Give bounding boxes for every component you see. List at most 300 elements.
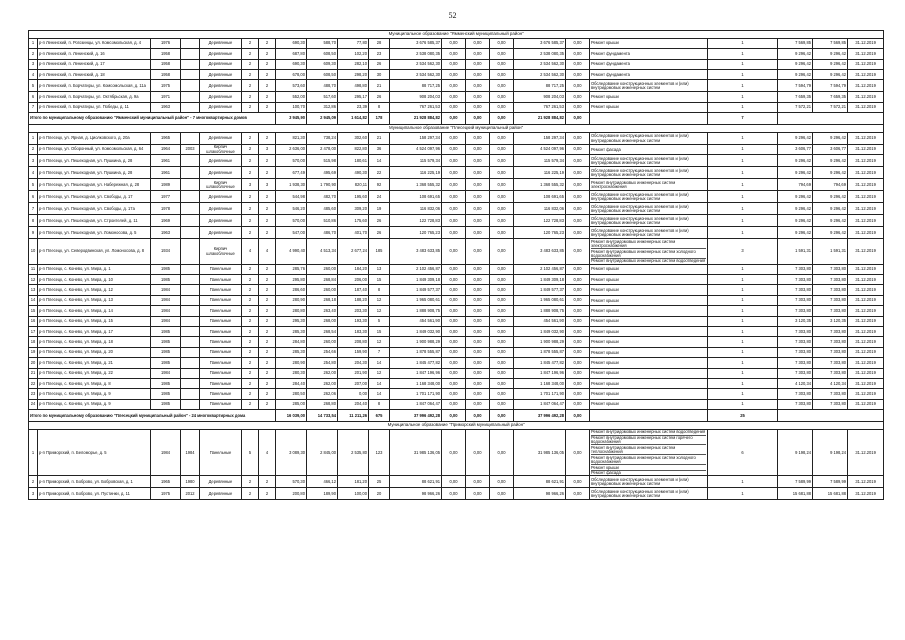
cell-works-count: 1 bbox=[708, 203, 778, 215]
total-cost-budget-mun: 0,00 bbox=[490, 410, 514, 422]
work-item: Ремонт крыши bbox=[591, 287, 619, 293]
cell-cost-total: 31 985 136,05 bbox=[390, 429, 442, 475]
cell-no: 3 bbox=[29, 488, 38, 500]
cell-cost-owners: 122 728,83 bbox=[514, 215, 566, 227]
cell-area-res: 312,86 bbox=[307, 102, 338, 112]
cell-year-built: 1934 bbox=[151, 239, 181, 264]
cell-area-res: 268,54 bbox=[307, 327, 338, 337]
work-item: Ремонт внутридомовых инженерных систем холодного водоснабжения bbox=[591, 454, 706, 464]
cell-deadline: 31.12.2019 bbox=[848, 155, 884, 167]
cell-year-built: 1965 bbox=[151, 132, 181, 144]
cell-residents: 26 bbox=[369, 227, 390, 239]
cell-cost-fund: 0,00 bbox=[442, 368, 466, 378]
cell-wall: Деревянные bbox=[200, 476, 242, 488]
cell-no: 19 bbox=[29, 347, 38, 357]
cell-works-count: 1 bbox=[708, 476, 778, 488]
cell-works bbox=[590, 102, 708, 112]
cell-works bbox=[590, 69, 708, 79]
cell-wall: Панельные bbox=[200, 337, 242, 347]
cell-works-count: 3 bbox=[708, 239, 778, 264]
cell-unit-limit: 7 303,80 bbox=[813, 389, 848, 399]
cell-cost-total: 1 965 080,61 bbox=[390, 295, 442, 305]
cell-residents: 36 bbox=[369, 144, 390, 154]
cell-year-overhaul bbox=[181, 227, 200, 239]
table-row bbox=[29, 49, 884, 59]
cell-residents: 26 bbox=[369, 59, 390, 69]
cell-works bbox=[590, 379, 708, 389]
cell-cost-fund: 0,00 bbox=[442, 488, 466, 500]
work-item: Ремонт крыши bbox=[591, 40, 619, 46]
cell-year-overhaul bbox=[181, 275, 200, 285]
cell-unit-limit: 7 659,35 bbox=[813, 92, 848, 102]
cell-floors: 2 bbox=[242, 275, 259, 285]
cell-residents: 15 bbox=[369, 327, 390, 337]
total-cost-other: 0,00 bbox=[566, 113, 590, 125]
cell-cost-budget-mun: 0,00 bbox=[490, 179, 514, 191]
cell-cost-budget-subj: 0,00 bbox=[466, 337, 490, 347]
cell-cost-total: 2 538 080,35 bbox=[390, 49, 442, 59]
cell-deadline: 31.12.2019 bbox=[848, 227, 884, 239]
cell-cost-owners: 454 561,90 bbox=[514, 316, 566, 326]
cell-cost-budget-mun: 0,00 bbox=[490, 285, 514, 295]
cell-works-count: 1 bbox=[708, 327, 778, 337]
cell-entrances: 2 bbox=[259, 155, 276, 167]
cell-works-count: 6 bbox=[708, 429, 778, 475]
cell-unit-cost: 3 120,35 bbox=[778, 316, 813, 326]
work-item: Ремонт внутридомовых инженерных систем водоотведения bbox=[591, 258, 706, 264]
cell-cost-budget-mun: 0,00 bbox=[490, 337, 514, 347]
cell-area-total: 280,80 bbox=[276, 306, 307, 316]
cell-area-res: 515,98 bbox=[307, 155, 338, 167]
cell-unit-limit: 9 198,24 bbox=[813, 429, 848, 475]
cell-works-count: 1 bbox=[708, 227, 778, 239]
work-item: Ремонт внутридомовых инженерных систем водоотведения bbox=[591, 429, 706, 435]
cell-area-res: 510,86 bbox=[307, 215, 338, 227]
total-residents: 675 bbox=[369, 410, 390, 422]
cell-no: 21 bbox=[29, 368, 38, 378]
cell-year-overhaul bbox=[181, 80, 200, 92]
cell-year-overhaul bbox=[181, 399, 200, 409]
cell-no: 1 bbox=[29, 132, 38, 144]
cell-cost-owners: 2 534 562,30 bbox=[514, 69, 566, 79]
cell-cost-total: 3 483 633,85 bbox=[390, 239, 442, 264]
cell-unit-cost: 7 303,80 bbox=[778, 327, 813, 337]
cell-area-total: 1 938,30 bbox=[276, 179, 307, 191]
cell-cost-total: 2 534 562,30 bbox=[390, 59, 442, 69]
cell-works bbox=[590, 476, 708, 488]
cell-area-own: 490,30 bbox=[338, 167, 369, 179]
cell-works bbox=[590, 327, 708, 337]
table-row bbox=[29, 38, 884, 48]
cell-cost-other: 0,00 bbox=[566, 191, 590, 203]
cell-entrances: 2 bbox=[259, 379, 276, 389]
cell-address: р-п Плесецк, ул. Пешеходная, ул. Свободы, д. 17 bbox=[38, 191, 151, 203]
total-cost-budget-subj: 0,00 bbox=[466, 113, 490, 125]
total-empty bbox=[778, 113, 884, 125]
cell-cost-budget-mun: 0,00 bbox=[490, 69, 514, 79]
cell-cost-owners: 98 966,26 bbox=[514, 488, 566, 500]
cell-entrances: 2 bbox=[259, 316, 276, 326]
cell-residents: 12 bbox=[369, 306, 390, 316]
cell-works-count: 1 bbox=[708, 488, 778, 500]
cell-address: р-п Плесецк, с. Конево, ул. Мира, д. 14 bbox=[38, 306, 151, 316]
cell-works bbox=[590, 429, 708, 475]
cell-entrances: 4 bbox=[259, 239, 276, 264]
cell-cost-owners: 4 524 097,96 bbox=[514, 144, 566, 154]
cell-cost-total: 1 845 477,82 bbox=[390, 358, 442, 368]
cell-cost-total: 1 847 196,96 bbox=[390, 368, 442, 378]
section-total-row bbox=[29, 410, 884, 422]
cell-unit-cost: 7 303,80 bbox=[778, 337, 813, 347]
cell-cost-fund: 0,00 bbox=[442, 379, 466, 389]
table-row bbox=[29, 144, 884, 154]
cell-address: р-п Ленинский, п. Ленинский, д. 16 bbox=[38, 49, 151, 59]
cell-address: р-п Плесецк, ул. Пешеходная, ул. Строителей, д. 11 bbox=[38, 215, 151, 227]
cell-residents: 12 bbox=[369, 337, 390, 347]
cell-entrances: 4 bbox=[259, 429, 276, 475]
cell-cost-other: 0,00 bbox=[566, 275, 590, 285]
cell-cost-other: 0,00 bbox=[566, 327, 590, 337]
total-cost-total: 21 928 884,82 bbox=[390, 113, 442, 125]
cell-floors: 2 bbox=[242, 295, 259, 305]
cell-area-own: 302,60 bbox=[338, 132, 369, 144]
cell-floors: 2 bbox=[242, 38, 259, 48]
cell-year-overhaul bbox=[181, 203, 200, 215]
cell-entrances: 2 bbox=[259, 38, 276, 48]
cell-cost-budget-mun: 0,00 bbox=[490, 379, 514, 389]
work-item: Обследование конструкционных элементов и (или) внутридомовых инженерных систем bbox=[591, 488, 689, 499]
cell-residents: 14 bbox=[369, 358, 390, 368]
cell-works-count: 1 bbox=[708, 49, 778, 59]
cell-cost-total: 88 621,91 bbox=[390, 476, 442, 488]
cell-wall: Панельные bbox=[200, 429, 242, 475]
cell-cost-other: 0,00 bbox=[566, 102, 590, 112]
work-item: Обследование конструкционных элементов и (или) внутридомовых инженерных систем bbox=[591, 167, 689, 177]
cell-deadline: 31.12.2019 bbox=[848, 179, 884, 191]
cell-deadline: 31.12.2019 bbox=[848, 80, 884, 92]
cell-area-res: 608,50 bbox=[307, 49, 338, 59]
table-row bbox=[29, 102, 884, 112]
work-item: Ремонт крыши bbox=[591, 276, 619, 282]
cell-area-total: 690,30 bbox=[276, 59, 307, 69]
cell-year-built: 1969 bbox=[151, 215, 181, 227]
cell-wall: Деревянные bbox=[200, 132, 242, 144]
cell-cost-budget-subj: 0,00 bbox=[466, 167, 490, 179]
cell-address: р-п Плесецк, с. Конево, ул. Мира, д. 22 bbox=[38, 368, 151, 378]
cell-works bbox=[590, 316, 708, 326]
cell-floors: 2 bbox=[242, 144, 259, 154]
cell-cost-budget-subj: 0,00 bbox=[466, 316, 490, 326]
cell-unit-cost: 9 296,42 bbox=[778, 215, 813, 227]
cell-unit-limit: 7 303,80 bbox=[813, 264, 848, 274]
cell-works bbox=[590, 191, 708, 203]
total-cost-fund: 0,00 bbox=[442, 410, 466, 422]
overhaul-program-table bbox=[28, 30, 884, 500]
cell-area-own: 2 677,24 bbox=[338, 239, 369, 264]
cell-deadline: 31.12.2019 bbox=[848, 488, 884, 500]
cell-no: 14 bbox=[29, 295, 38, 305]
cell-year-overhaul bbox=[181, 285, 200, 295]
cell-area-own: 309,20 bbox=[338, 203, 369, 215]
cell-area-own: 295,17 bbox=[338, 92, 369, 102]
cell-wall: Панельные bbox=[200, 347, 242, 357]
cell-wall: Панельные bbox=[200, 275, 242, 285]
cell-unit-limit: 7 594,79 bbox=[813, 80, 848, 92]
cell-cost-budget-mun: 0,00 bbox=[490, 215, 514, 227]
cell-unit-cost: 794,69 bbox=[778, 179, 813, 191]
cell-works bbox=[590, 144, 708, 154]
cell-year-overhaul bbox=[181, 295, 200, 305]
cell-cost-other: 0,00 bbox=[566, 358, 590, 368]
cell-year-overhaul bbox=[181, 38, 200, 48]
cell-unit-limit: 3 606,77 bbox=[813, 144, 848, 154]
cell-cost-owners: 120 765,23 bbox=[514, 227, 566, 239]
total-area-own: 1 614,82 bbox=[338, 113, 369, 125]
cell-no: 3 bbox=[29, 155, 38, 167]
cell-cost-owners: 908 204,03 bbox=[514, 92, 566, 102]
cell-area-res: 268,84 bbox=[307, 275, 338, 285]
cell-works-count: 1 bbox=[708, 316, 778, 326]
cell-area-own: 175,60 bbox=[338, 215, 369, 227]
table-row bbox=[29, 69, 884, 79]
cell-unit-cost: 7 659,35 bbox=[778, 92, 813, 102]
cell-cost-fund: 0,00 bbox=[442, 203, 466, 215]
cell-cost-fund: 0,00 bbox=[442, 337, 466, 347]
cell-cost-budget-subj: 0,00 bbox=[466, 347, 490, 357]
cell-unit-cost: 3 606,77 bbox=[778, 144, 813, 154]
cell-cost-budget-mun: 0,00 bbox=[490, 80, 514, 92]
cell-deadline: 31.12.2019 bbox=[848, 337, 884, 347]
cell-cost-total: 1 701 171,90 bbox=[390, 389, 442, 399]
cell-address: р-п Ленинский, п. Рогозинцы, ул. Комсомольская, д. 4 bbox=[38, 38, 151, 48]
cell-year-overhaul bbox=[181, 191, 200, 203]
cell-year-built: 1985 bbox=[151, 379, 181, 389]
cell-year-overhaul bbox=[181, 368, 200, 378]
cell-cost-other: 0,00 bbox=[566, 337, 590, 347]
cell-wall: Деревянные bbox=[200, 69, 242, 79]
cell-unit-limit: 9 296,42 bbox=[813, 69, 848, 79]
cell-year-overhaul bbox=[181, 215, 200, 227]
cell-works-count: 1 bbox=[708, 285, 778, 295]
cell-unit-cost: 7 303,80 bbox=[778, 399, 813, 409]
cell-cost-fund: 0,00 bbox=[442, 347, 466, 357]
cell-cost-fund: 0,00 bbox=[442, 327, 466, 337]
cell-wall: Деревянные bbox=[200, 102, 242, 112]
cell-deadline: 31.12.2019 bbox=[848, 285, 884, 295]
cell-cost-owners: 88 621,91 bbox=[514, 476, 566, 488]
table-row bbox=[29, 203, 884, 215]
cell-cost-owners: 1 701 171,90 bbox=[514, 389, 566, 399]
cell-cost-other: 0,00 bbox=[566, 132, 590, 144]
cell-entrances: 2 bbox=[259, 358, 276, 368]
cell-entrances: 2 bbox=[259, 215, 276, 227]
cell-wall: Панельные bbox=[200, 306, 242, 316]
cell-year-overhaul: 1980 bbox=[181, 476, 200, 488]
cell-floors: 2 bbox=[242, 389, 259, 399]
cell-year-built: 1984 bbox=[151, 295, 181, 305]
cell-cost-other: 0,00 bbox=[566, 215, 590, 227]
cell-area-res: 466,12 bbox=[307, 476, 338, 488]
cell-wall: Деревянные bbox=[200, 227, 242, 239]
cell-cost-owners: 1 900 988,29 bbox=[514, 337, 566, 347]
cell-no: 4 bbox=[29, 167, 38, 179]
cell-year-built: 1985 bbox=[151, 327, 181, 337]
cell-deadline: 31.12.2019 bbox=[848, 389, 884, 399]
cell-cost-fund: 0,00 bbox=[442, 49, 466, 59]
cell-area-total: 285,76 bbox=[276, 264, 307, 274]
cell-works bbox=[590, 203, 708, 215]
cell-unit-cost: 9 296,42 bbox=[778, 191, 813, 203]
cell-no: 24 bbox=[29, 399, 38, 409]
cell-entrances: 2 bbox=[259, 49, 276, 59]
cell-address: р-п Плесецк, с. Конево, ул. Мира, д. 8 bbox=[38, 379, 151, 389]
cell-area-total: 821,30 bbox=[276, 132, 307, 144]
cell-cost-fund: 0,00 bbox=[442, 132, 466, 144]
page-number: 52 bbox=[448, 11, 457, 20]
cell-year-overhaul bbox=[181, 327, 200, 337]
cell-unit-limit: 9 296,42 bbox=[813, 203, 848, 215]
cell-area-own: 204,40 bbox=[338, 399, 369, 409]
cell-cost-other: 0,00 bbox=[566, 306, 590, 316]
cell-cost-budget-mun: 0,00 bbox=[490, 203, 514, 215]
cell-address: р-п Плесецк, ул. Северодвинская, ул. Ломоносова, д. 8 bbox=[38, 239, 151, 264]
cell-area-total: 3 089,30 bbox=[276, 429, 307, 475]
table-row bbox=[29, 316, 884, 326]
cell-cost-budget-subj: 0,00 bbox=[466, 476, 490, 488]
total-area-total: 3 945,90 bbox=[276, 113, 307, 125]
cell-cost-fund: 0,00 bbox=[442, 264, 466, 274]
cell-year-overhaul: 2003 bbox=[181, 144, 200, 154]
cell-unit-limit: 9 296,42 bbox=[813, 59, 848, 69]
cell-cost-budget-subj: 0,00 bbox=[466, 488, 490, 500]
cell-address: р-п Плесецк, с. Конево, ул. Мира, д. 9 bbox=[38, 399, 151, 409]
cell-entrances: 3 bbox=[259, 179, 276, 191]
cell-year-built: 1976 bbox=[151, 38, 181, 48]
cell-no: 2 bbox=[29, 476, 38, 488]
cell-floors: 2 bbox=[242, 285, 259, 295]
cell-cost-budget-subj: 0,00 bbox=[466, 155, 490, 167]
cell-entrances: 2 bbox=[259, 203, 276, 215]
cell-wall: Деревянные bbox=[200, 488, 242, 500]
cell-works bbox=[590, 275, 708, 285]
cell-floors: 2 bbox=[242, 379, 259, 389]
cell-no: 6 bbox=[29, 191, 38, 203]
cell-cost-other: 0,00 bbox=[566, 399, 590, 409]
cell-address: р-п Приморский, п. Боброво, ул. Бобровская, д. 1 bbox=[38, 476, 151, 488]
cell-cost-owners: 88 717,25 bbox=[514, 80, 566, 92]
cell-year-overhaul bbox=[181, 379, 200, 389]
cell-unit-limit: 9 296,42 bbox=[813, 155, 848, 167]
table-row bbox=[29, 295, 884, 305]
cell-area-res: 268,18 bbox=[307, 295, 338, 305]
cell-unit-cost: 7 303,80 bbox=[778, 347, 813, 357]
table-row bbox=[29, 179, 884, 191]
cell-deadline: 31.12.2019 bbox=[848, 399, 884, 409]
cell-cost-total: 98 966,26 bbox=[390, 488, 442, 500]
cell-entrances: 2 bbox=[259, 59, 276, 69]
cell-cost-owners: 3 483 633,85 bbox=[514, 239, 566, 264]
cell-unit-limit: 9 296,42 bbox=[813, 167, 848, 179]
table-row bbox=[29, 227, 884, 239]
cell-unit-cost: 7 589,99 bbox=[778, 476, 813, 488]
table-row bbox=[29, 399, 884, 409]
cell-cost-owners: 1 847 196,96 bbox=[514, 368, 566, 378]
cell-area-res: 260,00 bbox=[307, 337, 338, 347]
cell-cost-budget-subj: 0,00 bbox=[466, 399, 490, 409]
cell-works-count: 1 bbox=[708, 399, 778, 409]
cell-address: р-п Ленинский, п. Ленинский, д. 17 bbox=[38, 59, 151, 69]
cell-cost-budget-mun: 0,00 bbox=[490, 429, 514, 475]
cell-year-built: 1985 bbox=[151, 275, 181, 285]
cell-cost-fund: 0,00 bbox=[442, 429, 466, 475]
cell-works-count: 1 bbox=[708, 337, 778, 347]
cell-unit-limit: 7 303,80 bbox=[813, 337, 848, 347]
cell-entrances: 2 bbox=[259, 389, 276, 399]
work-item: Ремонт внутридомовых инженерных систем горячего водоснабжения bbox=[591, 435, 706, 445]
cell-area-total: 687,80 bbox=[276, 49, 307, 59]
cell-area-res: 588,70 bbox=[307, 38, 338, 48]
cell-deadline: 31.12.2019 bbox=[848, 167, 884, 179]
cell-area-own: 2 535,80 bbox=[338, 429, 369, 475]
cell-cost-budget-mun: 0,00 bbox=[490, 92, 514, 102]
cell-cost-fund: 0,00 bbox=[442, 92, 466, 102]
cell-cost-total: 1 900 988,29 bbox=[390, 337, 442, 347]
cell-works-count: 1 bbox=[708, 295, 778, 305]
table-row bbox=[29, 368, 884, 378]
table-row bbox=[29, 80, 884, 92]
cell-cost-budget-subj: 0,00 bbox=[466, 227, 490, 239]
cell-deadline: 31.12.2019 bbox=[848, 49, 884, 59]
cell-no: 2 bbox=[29, 49, 38, 59]
cell-floors: 2 bbox=[242, 227, 259, 239]
cell-residents: 25 bbox=[369, 476, 390, 488]
section-title: Муниципальное образование "Приморский муниципальный район" bbox=[29, 422, 884, 430]
cell-no: 15 bbox=[29, 306, 38, 316]
cell-cost-total: 158 297,34 bbox=[390, 132, 442, 144]
total-cost-total: 37 996 492,28 bbox=[390, 410, 442, 422]
cell-year-built: 1958 bbox=[151, 69, 181, 79]
cell-unit-cost: 9 296,42 bbox=[778, 49, 813, 59]
cell-unit-cost: 4 120,34 bbox=[778, 379, 813, 389]
cell-floors: 2 bbox=[242, 215, 259, 227]
cell-area-res: 254,66 bbox=[307, 347, 338, 357]
cell-works-count: 1 bbox=[708, 264, 778, 274]
cell-year-built: 1985 bbox=[151, 358, 181, 368]
cell-area-own: 206,00 bbox=[338, 275, 369, 285]
cell-residents: 12 bbox=[369, 368, 390, 378]
cell-cost-budget-subj: 0,00 bbox=[466, 368, 490, 378]
cell-works-count: 1 bbox=[708, 275, 778, 285]
work-item: Ремонт фундамента bbox=[591, 50, 630, 56]
cell-unit-cost: 9 296,42 bbox=[778, 167, 813, 179]
cell-entrances: 2 bbox=[259, 488, 276, 500]
total-label: Итого по муниципальному образованию "Ямменский муниципальный район" - 7 многоквартирных домов bbox=[29, 113, 276, 125]
cell-works-count: 1 bbox=[708, 38, 778, 48]
cell-cost-budget-subj: 0,00 bbox=[466, 379, 490, 389]
cell-deadline: 31.12.2019 bbox=[848, 264, 884, 274]
cell-cost-fund: 0,00 bbox=[442, 179, 466, 191]
cell-cost-budget-mun: 0,00 bbox=[490, 316, 514, 326]
work-item: Ремонт крыши bbox=[591, 349, 619, 355]
cell-area-own: 203,30 bbox=[338, 306, 369, 316]
work-item: Ремонт фасада bbox=[591, 470, 706, 476]
cell-works bbox=[590, 80, 708, 92]
cell-cost-owners: 1 888 908,75 bbox=[514, 306, 566, 316]
total-works-count: 7 bbox=[708, 113, 778, 125]
cell-works bbox=[590, 337, 708, 347]
cell-cost-other: 0,00 bbox=[566, 92, 590, 102]
cell-address: р-п Плесецк, ул. Пешеходная, ул. Пушкина, д. 28 bbox=[38, 155, 151, 167]
